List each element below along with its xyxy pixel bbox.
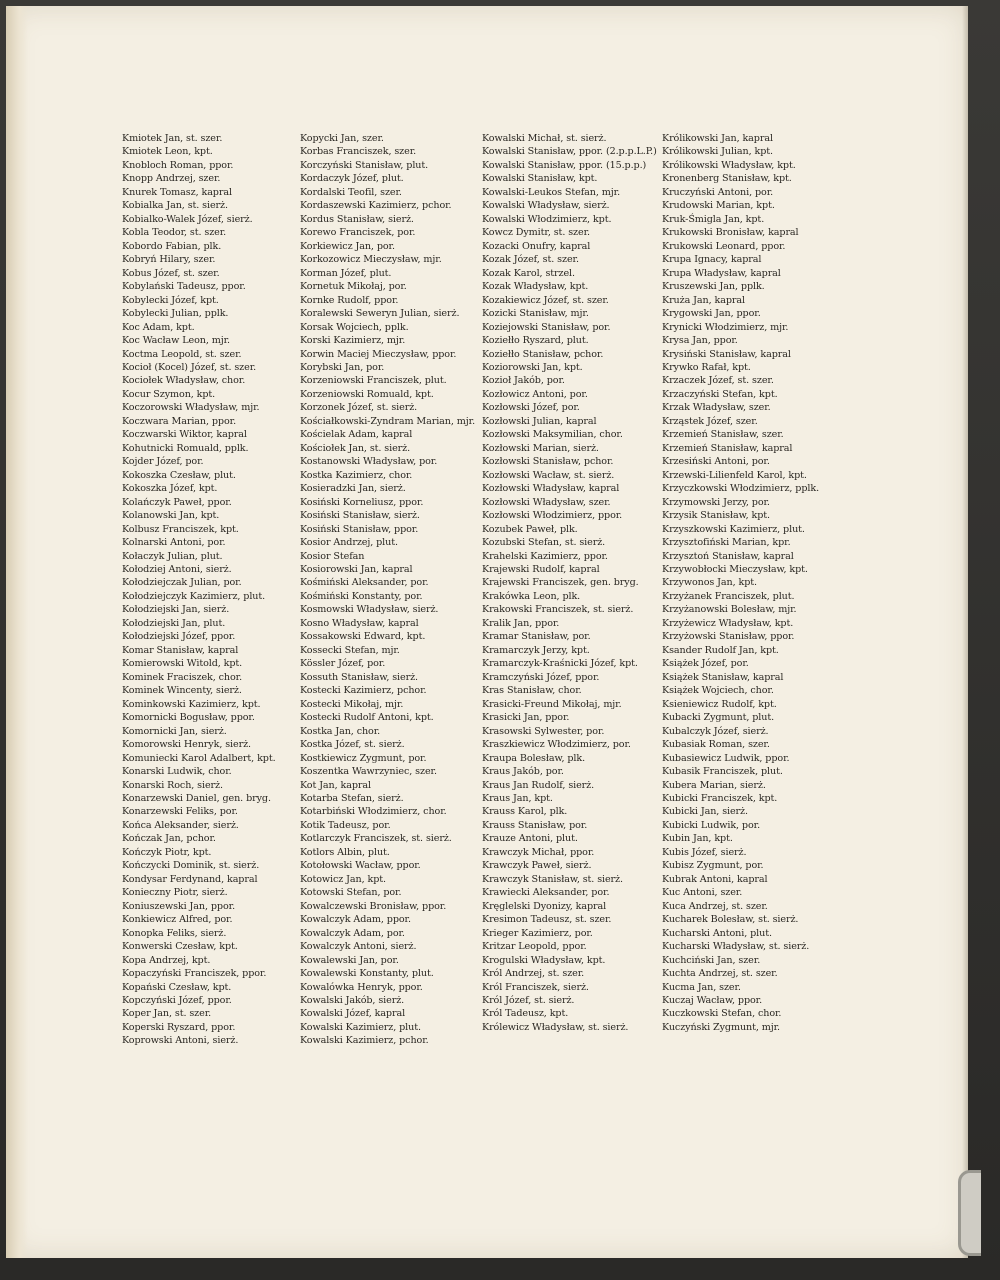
name-entry: Kuc Antoni, szer.	[662, 887, 743, 899]
name-entry: Kraszkiewicz Włodzimierz, por.	[482, 739, 631, 751]
name-entry: Krupa Władysław, kapral	[662, 267, 781, 279]
name-entry: Kończak Jan, pchor.	[122, 833, 216, 845]
name-entry: Kozłowski Włodzimierz, ppor.	[482, 510, 623, 522]
name-entry: Kossuth Stanisław, sierż.	[300, 671, 418, 683]
name-entry: Kozubek Paweł, plk.	[482, 523, 578, 535]
name-entry: Kubisz Zygmunt, por.	[662, 860, 764, 872]
name-entry: Koszentka Wawrzyniec, szer.	[300, 766, 437, 778]
name-entry: Korkiewicz Jan, por.	[300, 240, 395, 252]
name-entry: Kmiotek Leon, kpt.	[122, 146, 213, 158]
name-column-4	[662, 132, 852, 1034]
name-entry: Korzeniowski Franciszek, plut.	[300, 375, 447, 387]
name-entry: Kohutnicki Romuald, pplk.	[122, 442, 249, 454]
name-entry: Krzaczyński Stefan, kpt.	[662, 388, 778, 400]
name-entry: Kosieradzki Jan, sierż.	[300, 483, 406, 495]
name-entry: Kubalczyk Józef, sierż.	[662, 725, 769, 737]
name-entry: Kopański Czesław, kpt.	[122, 981, 232, 993]
name-entry: Kotołowski Wacław, ppor.	[300, 860, 421, 872]
page-clip-icon	[958, 1170, 981, 1256]
name-entry: Kras Stanisław, chor.	[482, 685, 582, 697]
name-entry: Kozłowski Stanisław, pchor.	[482, 456, 614, 468]
name-entry: Kowalski Michał, st. sierż.	[482, 133, 607, 144]
name-entry: Krawczyk Michał, ppor.	[482, 846, 595, 858]
name-entry: Król Tadeusz, kpt.	[482, 1008, 569, 1020]
name-entry: Kubasiewicz Ludwik, ppor.	[662, 752, 790, 764]
name-entry: Kowalewski Jan, por.	[300, 954, 399, 966]
name-entry: Kucma Jan, szer.	[662, 981, 741, 993]
name-entry: Kozłowicz Antoni, por.	[482, 388, 588, 400]
name-entry: Krudowski Marian, kpt.	[662, 200, 775, 212]
name-entry: Kozłowski Julian, kapral	[482, 415, 597, 427]
name-entry: Kucharski Władysław, st. sierż.	[662, 941, 810, 953]
name-entry: Kramarczyk-Kraśnicki Józef, kpt.	[482, 658, 638, 670]
name-entry: Korczyński Stanisław, plut.	[300, 159, 429, 171]
name-entry: Kotarba Stefan, sierż.	[300, 792, 404, 804]
name-entry: Kołaczyk Julian, plut.	[122, 550, 223, 562]
name-entry: Kruczyński Antoni, por.	[662, 186, 774, 198]
name-entry: Korzonek Józef, st. sierż.	[300, 402, 418, 414]
name-entry: Koralewski Seweryn Julian, sierż.	[300, 308, 460, 320]
name-entry: Konarzewski Daniel, gen. bryg.	[122, 792, 271, 804]
name-entry: Kordalski Teofil, szer.	[300, 186, 402, 198]
name-entry: Koziełło Stanisław, pchor.	[482, 348, 604, 360]
name-entry: Kowalczyk Adam, por.	[300, 927, 405, 939]
name-entry: Koper Jan, st. szer.	[122, 1008, 212, 1020]
name-entry: Krzemień Stanisław, szer.	[662, 429, 784, 441]
name-entry: Końca Aleksander, sierż.	[122, 819, 239, 831]
name-column-2	[300, 132, 490, 1048]
name-entry: Kolańczyk Paweł, ppor.	[122, 496, 232, 508]
name-entry: Kmiotek Jan, st. szer.	[122, 133, 223, 144]
name-entry: Kowalewski Konstanty, plut.	[300, 968, 434, 980]
name-entry: Kowalczewski Bronisław, ppor.	[300, 900, 447, 912]
name-entry: Krawczyk Paweł, sierż.	[482, 860, 592, 872]
name-entry: Krząstek Józef, szer.	[662, 415, 758, 427]
name-entry: Kosno Władysław, kapral	[300, 617, 419, 629]
name-entry: Kozak Józef, st. szer.	[482, 254, 579, 266]
name-entry: Kondysar Ferdynand, kapral	[122, 873, 258, 885]
name-entry: Kozłowski Marian, sierż.	[482, 442, 599, 454]
name-entry: Komornicki Bogusław, ppor.	[122, 712, 255, 724]
name-entry: Kossakowski Edward, kpt.	[300, 631, 426, 643]
name-entry: Korybski Jan, por.	[300, 361, 385, 373]
name-entry: Kokoszka Józef, kpt.	[122, 483, 218, 495]
name-entry: Kominek Wincenty, sierż.	[122, 685, 242, 697]
page-gutter-shadow	[6, 6, 28, 1258]
name-entry: Książek Stanisław, kapral	[662, 671, 784, 683]
name-entry: Krygowski Jan, ppor.	[662, 308, 761, 320]
name-entry: Kozioł Jakób, por.	[482, 375, 565, 387]
name-entry: Kuchciński Jan, szer.	[662, 954, 761, 966]
name-entry: Konopka Feliks, sierż.	[122, 927, 227, 939]
name-entry: Kramarczyk Jerzy, kpt.	[482, 644, 590, 656]
name-entry: Kozłowski Maksymilian, chor.	[482, 429, 623, 441]
name-entry: Kowalski Jakób, sierż.	[300, 995, 405, 1006]
name-entry: Krzymowski Jerzy, por.	[662, 496, 770, 508]
name-entry: Kosior Andrzej, plut.	[300, 537, 398, 549]
name-entry: Komierowski Witold, kpt.	[122, 658, 243, 670]
name-entry: Kucharski Antoni, plut.	[662, 927, 772, 939]
name-entry: Krysiński Stanisław, kapral	[662, 348, 791, 360]
name-entry: Kozłowski Władysław, kapral	[482, 483, 620, 495]
name-entry: Kowalski Kazimierz, pchor.	[300, 1035, 429, 1047]
name-entry: Korzeniowski Romuald, kpt.	[300, 388, 434, 400]
name-entry: Kołodziej Antoni, sierż.	[122, 564, 232, 575]
name-entry: Korbas Franciszek, szer.	[300, 146, 417, 158]
name-entry: Kostanowski Władysław, por.	[300, 456, 438, 468]
name-entry: Kruża Jan, kapral	[662, 294, 745, 306]
name-entry: Komornicki Jan, sierż.	[122, 725, 227, 737]
name-entry: Kowcz Dymitr, st. szer.	[482, 227, 590, 239]
name-entry: Kopczyński Józef, ppor.	[122, 995, 232, 1006]
name-entry: Kowalski Włodzimierz, kpt.	[482, 213, 612, 225]
name-entry: Kosior Stefan	[300, 550, 365, 562]
name-entry: Kominek Fraciszek, chor.	[122, 671, 243, 683]
name-entry: Koczorowski Władysław, mjr.	[122, 402, 260, 414]
name-entry: Kruk-Śmigla Jan, kpt.	[662, 213, 765, 225]
name-entry: Kuczkowski Stefan, chor.	[662, 1008, 782, 1020]
name-entry: Korewo Franciszek, por.	[300, 227, 416, 239]
name-entry: Koniuszewski Jan, ppor.	[122, 900, 236, 912]
name-entry: Kraus Jan, kpt.	[482, 792, 553, 804]
name-entry: Krupa Ignacy, kapral	[662, 254, 762, 266]
name-entry: Kubin Jan, kpt.	[662, 833, 733, 845]
name-entry: Krauze Antoni, plut.	[482, 833, 578, 845]
name-entry: Kończyk Piotr, kpt.	[122, 846, 212, 858]
name-entry: Kopaczyński Franciszek, ppor.	[122, 968, 267, 980]
name-entry: Kowalski Stanisław, ppor. (15.p.p.)	[482, 159, 647, 171]
name-entry: Koperski Ryszard, ppor.	[122, 1021, 236, 1033]
name-entry: Krieger Kazimierz, por.	[482, 927, 593, 939]
name-entry: Kordaczyk Józef, plut.	[300, 173, 404, 185]
name-entry: Kuczyński Zygmunt, mjr.	[662, 1021, 781, 1033]
name-entry: Kostkiewicz Zygmunt, por.	[300, 752, 427, 764]
name-entry: Krynicki Włodzimierz, mjr.	[662, 321, 789, 333]
name-entry: Kornke Rudolf, ppor.	[300, 294, 399, 306]
name-entry: Kocioł (Kocel) Józef, st. szer.	[122, 361, 257, 373]
name-list	[122, 132, 820, 1052]
name-entry: Kornetuk Mikołaj, por.	[300, 281, 407, 293]
name-entry: Krzyżanowski Bolesław, mjr.	[662, 604, 797, 616]
name-entry: Komar Stanisław, kapral	[122, 644, 239, 656]
name-entry: Kössler Józef, por.	[300, 658, 386, 670]
name-entry: Krzysztoń Stanisław, kapral	[662, 550, 794, 562]
name-entry: Kubasiak Roman, szer.	[662, 739, 770, 751]
name-entry: Krauss Stanisław, por.	[482, 819, 588, 831]
name-entry: Koziorowski Jan, kpt.	[482, 361, 583, 373]
name-entry: Kowalczyk Adam, ppor.	[300, 914, 411, 926]
name-entry: Kostecki Mikołaj, mjr.	[300, 698, 404, 710]
name-entry: Kościołek Jan, st. sierż.	[300, 442, 411, 454]
name-entry: Kręglelski Dyonizy, kapral	[482, 900, 607, 912]
name-entry: Kruszewski Jan, pplk.	[662, 281, 765, 293]
name-entry: Kośmiński Konstanty, por.	[300, 590, 423, 602]
name-entry: Kubasik Franciszek, plut.	[662, 766, 783, 778]
name-entry: Królikowski Julian, kpt.	[662, 146, 773, 158]
name-entry: Kronenberg Stanisław, kpt.	[662, 173, 792, 185]
name-entry: Kostka Józef, st. sierż.	[300, 739, 405, 751]
name-entry: Król Andrzej, st. szer.	[482, 968, 585, 980]
name-entry: Kozicki Stanisław, mjr.	[482, 308, 589, 320]
name-entry: Kobus Józef, st. szer.	[122, 267, 220, 279]
name-entry: Kowalski-Leukos Stefan, mjr.	[482, 186, 621, 198]
name-entry: Krzyczkowski Włodzimierz, pplk.	[662, 483, 820, 495]
name-entry: Kolanowski Jan, kpt.	[122, 510, 220, 522]
name-entry: Korman Józef, plut.	[300, 267, 392, 279]
name-entry: Krasowski Sylwester, por.	[482, 725, 605, 737]
name-entry: Kończycki Dominik, st. sierż.	[122, 860, 260, 872]
name-entry: Koczwara Marian, ppor.	[122, 415, 237, 427]
name-entry: Krukowski Leonard, ppor.	[662, 240, 786, 252]
name-entry: Kołodziejczyk Kazimierz, plut.	[122, 590, 266, 602]
name-entry: Kominkowski Kazimierz, kpt.	[122, 698, 261, 710]
name-entry: Kotlors Albin, plut.	[300, 846, 390, 858]
name-entry: Koctma Leopold, st. szer.	[122, 348, 242, 360]
name-entry: Kociołek Władysław, chor.	[122, 375, 246, 387]
name-entry: Kobryń Hilary, szer.	[122, 254, 216, 266]
name-entry: Krzak Władysław, szer.	[662, 402, 771, 414]
name-entry: Krawiecki Aleksander, por.	[482, 887, 610, 899]
name-entry: Kopycki Jan, szer.	[300, 133, 384, 144]
name-entry: Książek Wojciech, chor.	[662, 685, 774, 697]
name-entry: Krywko Rafał, kpt.	[662, 361, 751, 373]
name-entry: Kozłowski Józef, por.	[482, 402, 580, 414]
name-entry: Kobylecki Józef, kpt.	[122, 294, 219, 306]
name-entry: Kuchta Andrzej, st. szer.	[662, 968, 778, 980]
name-entry: Kobialka Jan, st. sierż.	[122, 200, 228, 212]
name-entry: Kosiński Stanisław, sierż.	[300, 510, 420, 522]
name-entry: Kolbusz Franciszek, kpt.	[122, 523, 239, 535]
name-entry: Królewicz Władysław, st. sierż.	[482, 1021, 629, 1033]
name-entry: Kuczaj Wacław, ppor.	[662, 995, 763, 1006]
name-entry: Krajewski Rudolf, kapral	[482, 564, 600, 575]
name-entry: Koczwarski Wiktor, kapral	[122, 429, 247, 441]
name-entry: Krakowski Franciszek, st. sierż.	[482, 604, 634, 616]
name-entry: Krzemień Stanisław, kapral	[662, 442, 793, 454]
name-entry: Król Józef, st. sierż.	[482, 995, 575, 1006]
name-entry: Korsak Wojciech, pplk.	[300, 321, 409, 333]
name-entry: Koziejowski Stanisław, por.	[482, 321, 611, 333]
name-entry: Kozakiewicz Józef, st. szer.	[482, 294, 609, 306]
name-entry: Korkozowicz Mieczysław, mjr.	[300, 254, 442, 266]
name-entry: Kritzar Leopold, ppor.	[482, 941, 587, 953]
name-entry: Kozak Karol, strzel.	[482, 267, 575, 279]
name-entry: Kobordo Fabian, plk.	[122, 240, 222, 252]
name-column-1	[122, 132, 312, 1048]
name-column-3	[482, 132, 672, 1034]
name-entry: Krzysik Stanisław, kpt.	[662, 510, 770, 522]
name-entry: Krakówka Leon, plk.	[482, 590, 581, 602]
name-entry: Ksieniewicz Rudolf, kpt.	[662, 698, 777, 710]
name-entry: Kozłowski Wacław, st. sierż.	[482, 469, 615, 481]
name-entry: Krzysztofiński Marian, kpr.	[662, 537, 791, 549]
name-entry: Kościałkowski-Zyndram Marian, mjr.	[300, 415, 476, 427]
name-entry: Kozacki Onufry, kapral	[482, 240, 591, 252]
name-entry: Kossecki Stefan, mjr.	[300, 644, 400, 656]
name-entry: Kowalski Kazimierz, plut.	[300, 1021, 421, 1033]
name-entry: Konwerski Czesław, kpt.	[122, 941, 238, 953]
page-edge	[962, 6, 968, 1258]
name-entry: Kowalski Stanisław, kpt.	[482, 173, 598, 185]
name-entry: Krysa Jan, ppor.	[662, 335, 738, 347]
name-entry: Kosiński Stanisław, ppor.	[300, 523, 419, 535]
name-entry: Koziełło Ryszard, plut.	[482, 335, 589, 347]
name-entry: Kolnarski Antoni, por.	[122, 537, 226, 549]
name-entry: Krzywobłocki Mieczysław, kpt.	[662, 564, 808, 575]
name-entry: Kotik Tadeusz, por.	[300, 819, 391, 831]
name-entry: Koc Adam, kpt.	[122, 321, 195, 333]
name-entry: Kotarbiński Włodzimierz, chor.	[300, 806, 447, 818]
name-entry: Kralik Jan, ppor.	[482, 617, 560, 629]
name-entry: Krzyżowski Stanisław, ppor.	[662, 631, 795, 643]
name-entry: Kowalówka Henryk, ppor.	[300, 981, 423, 993]
name-entry: Kozłowski Władysław, szer.	[482, 496, 611, 508]
name-entry: Krawczyk Stanisław, st. sierż.	[482, 873, 623, 885]
name-entry: Konkiewicz Alfred, por.	[122, 914, 233, 926]
name-entry: Krzywonos Jan, kpt.	[662, 577, 757, 589]
name-entry: Kołodziejski Jan, plut.	[122, 617, 226, 629]
name-entry: Krahelski Kazimierz, ppor.	[482, 550, 608, 562]
name-entry: Książek Józef, por.	[662, 658, 749, 670]
name-entry: Korski Kazimierz, mjr.	[300, 335, 406, 347]
name-entry: Kubrak Antoni, kapral	[662, 873, 768, 885]
name-entry: Ksander Rudolf Jan, kpt.	[662, 644, 779, 656]
name-entry: Kołodziejski Jan, sierż.	[122, 604, 230, 616]
name-entry: Korwin Maciej Mieczysław, ppor.	[300, 348, 457, 360]
name-entry: Kubicki Franciszek, kpt.	[662, 792, 778, 804]
name-entry: Knopp Andrzej, szer.	[122, 173, 221, 185]
name-entry: Krzyżewicz Władysław, kpt.	[662, 617, 794, 629]
name-entry: Kowalczyk Antoni, sierż.	[300, 941, 417, 953]
name-entry: Kordaszewski Kazimierz, pchor.	[300, 200, 452, 212]
name-entry: Kotowski Stefan, por.	[300, 887, 402, 899]
name-entry: Kojder Józef, por.	[122, 456, 204, 468]
name-entry: Kordus Stanisław, sierż.	[300, 213, 414, 225]
name-entry: Kozak Władysław, kpt.	[482, 281, 589, 293]
name-entry: Krzyżanek Franciszek, plut.	[662, 590, 795, 602]
name-entry: Krasicki Jan, ppor.	[482, 712, 570, 724]
name-entry: Krzesiński Antoni, por.	[662, 456, 770, 468]
name-entry: Kołodziejczak Julian, por.	[122, 577, 242, 589]
name-entry: Krasicki-Freund Mikołaj, mjr.	[482, 698, 622, 710]
name-entry: Kuca Andrzej, st. szer.	[662, 900, 768, 912]
name-entry: Kresimon Tadeusz, st. szer.	[482, 914, 612, 926]
name-entry: Kraus Jakób, por.	[482, 766, 564, 778]
name-entry: Kubicki Jan, sierż.	[662, 806, 748, 818]
name-entry: Kobla Teodor, st. szer.	[122, 227, 227, 239]
name-entry: Kobialko-Walek Józef, sierż.	[122, 213, 253, 225]
name-entry: Kosiorowski Jan, kapral	[300, 564, 413, 575]
name-entry: Kucharek Bolesław, st. sierż.	[662, 914, 799, 926]
name-entry: Koc Wacław Leon, mjr.	[122, 335, 230, 347]
name-entry: Konieczny Piotr, sierż.	[122, 887, 228, 899]
name-entry: Kostecki Rudolf Antoni, kpt.	[300, 712, 434, 724]
name-entry: Krogulski Władysław, kpt.	[482, 954, 606, 966]
name-entry: Kramar Stanisław, por.	[482, 631, 591, 643]
name-entry: Kozubski Stefan, st. sierż.	[482, 537, 606, 549]
name-entry: Kobylecki Julian, pplk.	[122, 308, 229, 320]
name-entry: Krzyszkowski Kazimierz, plut.	[662, 523, 805, 535]
name-entry: Kościelak Adam, kapral	[300, 429, 413, 441]
name-entry: Kosmowski Władysław, sierż.	[300, 604, 439, 616]
name-entry: Kowalski Władysław, sierż.	[482, 200, 610, 212]
name-entry: Kotowicz Jan, kpt.	[300, 873, 386, 885]
name-entry: Kubis Józef, sierż.	[662, 846, 747, 858]
name-entry: Kostka Jan, chor.	[300, 725, 381, 737]
name-entry: Krzaczek Józef, st. szer.	[662, 375, 774, 387]
name-entry: Kowalski Stanisław, ppor. (2.p.p.L.P.)	[482, 146, 657, 158]
name-entry: Kołodziejski Józef, ppor.	[122, 631, 236, 643]
name-entry: Knobloch Roman, ppor.	[122, 159, 234, 171]
name-entry: Kubera Marian, sierż.	[662, 779, 766, 791]
name-entry: Knurek Tomasz, kapral	[122, 186, 232, 198]
name-entry: Kramczyński Józef, ppor.	[482, 671, 600, 683]
name-entry: Konarski Roch, sierż.	[122, 779, 223, 791]
name-entry: Kobylański Tadeusz, ppor.	[122, 281, 246, 293]
name-entry: Koprowski Antoni, sierż.	[122, 1035, 239, 1047]
name-entry: Królikowski Jan, kapral	[662, 133, 773, 144]
name-entry: Kot Jan, kapral	[300, 779, 371, 791]
name-entry: Kraupa Bolesław, plk.	[482, 752, 586, 764]
name-entry: Kośmiński Aleksander, por.	[300, 577, 429, 589]
name-entry: Kraus Jan Rudolf, sierż.	[482, 779, 595, 791]
name-entry: Konarzewski Feliks, por.	[122, 806, 238, 818]
name-entry: Kostka Kazimierz, chor.	[300, 469, 413, 481]
name-entry: Krajewski Franciszek, gen. bryg.	[482, 577, 639, 589]
name-entry: Kostecki Kazimierz, pchor.	[300, 685, 427, 697]
name-entry: Kotlarczyk Franciszek, st. sierż.	[300, 833, 452, 845]
name-entry: Krauss Karol, plk.	[482, 806, 568, 818]
name-entry: Kowalski Józef, kapral	[300, 1008, 406, 1020]
book-page	[6, 6, 968, 1258]
name-entry: Kubacki Zygmunt, plut.	[662, 712, 775, 724]
name-entry: Kokoszka Czesław, plut.	[122, 469, 236, 481]
name-entry: Krzewski-Lilienfeld Karol, kpt.	[662, 469, 807, 481]
name-entry: Konarski Ludwik, chor.	[122, 766, 232, 778]
name-entry: Królikowski Władysław, kpt.	[662, 159, 796, 171]
name-entry: Kopa Andrzej, kpt.	[122, 954, 211, 966]
name-entry: Komorowski Henryk, sierż.	[122, 739, 251, 751]
name-entry: Kocur Szymon, kpt.	[122, 388, 216, 400]
name-entry: Kosiński Korneliusz, ppor.	[300, 496, 424, 508]
name-entry: Król Franciszek, sierż.	[482, 981, 589, 993]
name-entry: Kubicki Ludwik, por.	[662, 819, 761, 831]
name-entry: Krukowski Bronisław, kapral	[662, 227, 799, 239]
name-entry: Komuniecki Karol Adalbert, kpt.	[122, 752, 276, 764]
